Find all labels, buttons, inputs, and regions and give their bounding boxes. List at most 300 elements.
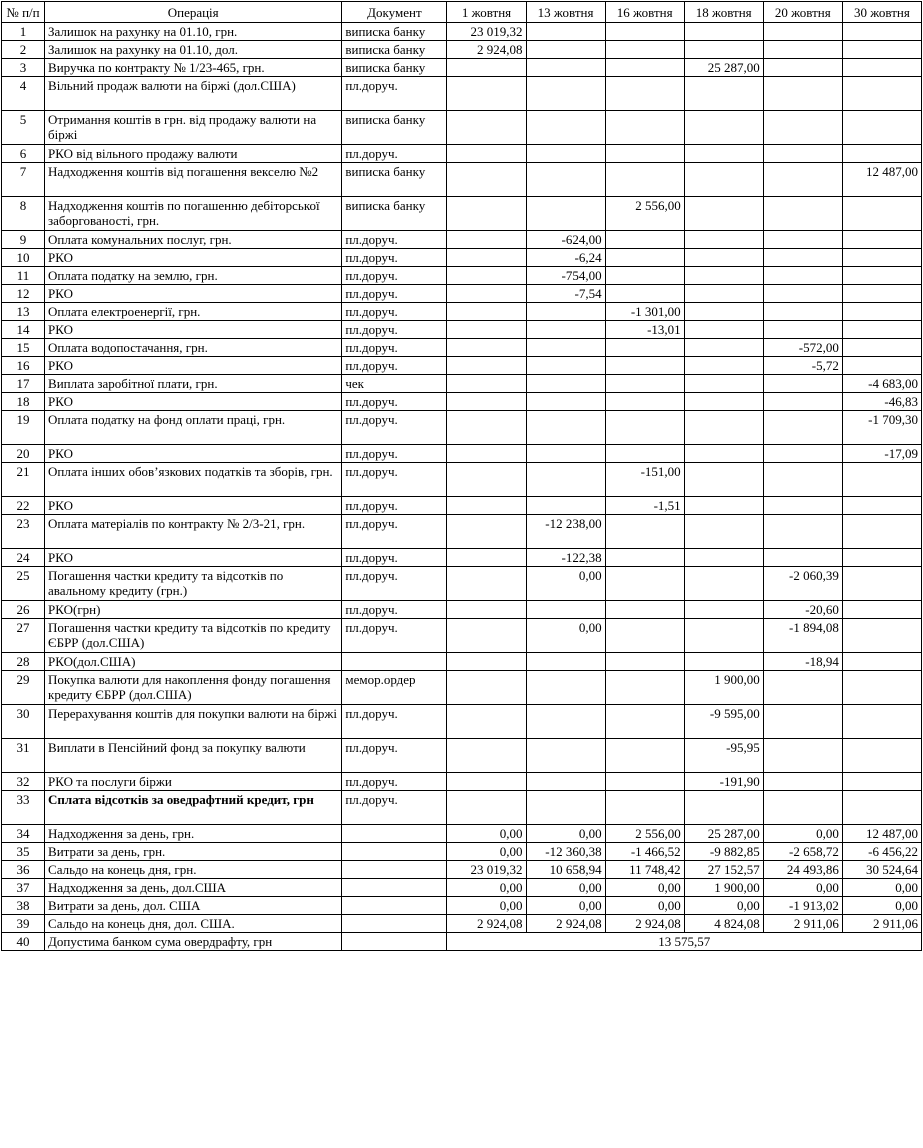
row-amount-date-6: [842, 791, 921, 825]
row-number: 26: [2, 601, 45, 619]
row-number: 9: [2, 231, 45, 249]
row-amount-date-5: [763, 303, 842, 321]
row-amount-date-6: [842, 463, 921, 497]
row-number: 6: [2, 145, 45, 163]
row-amount-date-3: [605, 515, 684, 549]
row-document: пл.доруч.: [342, 231, 447, 249]
row-amount-date-5: -572,00: [763, 339, 842, 357]
row-amount-date-6: [842, 145, 921, 163]
row-amount-date-1: [447, 197, 526, 231]
row-amount-date-1: [447, 705, 526, 739]
row-amount-date-1: [447, 249, 526, 267]
row-amount-date-6: 0,00: [842, 897, 921, 915]
row-amount-date-2: [526, 411, 605, 445]
row-amount-date-6: [842, 267, 921, 285]
row-amount-date-4: 0,00: [684, 897, 763, 915]
row-operation: Оплата податку на фонд оплати праці, грн.: [45, 411, 342, 445]
row-amount-date-6: [842, 739, 921, 773]
row-amount-date-5: 2 911,06: [763, 915, 842, 933]
row-amount-date-4: 1 900,00: [684, 879, 763, 897]
row-amount-date-5: [763, 285, 842, 303]
row-amount-date-3: -1 301,00: [605, 303, 684, 321]
row-number: 27: [2, 619, 45, 653]
row-amount-date-4: [684, 321, 763, 339]
row-amount-date-3: [605, 791, 684, 825]
row-number: 5: [2, 111, 45, 145]
row-amount-date-1: [447, 445, 526, 463]
row-amount-date-4: [684, 567, 763, 601]
row-operation: Залишок на рахунку на 01.10, дол.: [45, 41, 342, 59]
row-amount-date-1: [447, 163, 526, 197]
row-amount-date-3: [605, 77, 684, 111]
row-amount-date-5: [763, 515, 842, 549]
row-number: 23: [2, 515, 45, 549]
row-amount-date-1: [447, 619, 526, 653]
row-amount-date-6: 30 524,64: [842, 861, 921, 879]
row-amount-date-3: [605, 705, 684, 739]
row-amount-date-1: [447, 773, 526, 791]
row-amount-date-5: -20,60: [763, 601, 842, 619]
row-amount-date-2: [526, 41, 605, 59]
table-body: [2, 23, 922, 951]
row-merged-amount: 13 575,57: [447, 933, 922, 951]
row-document: пл.доруч.: [342, 357, 447, 375]
row-operation: РКО(грн): [45, 601, 342, 619]
row-amount-date-5: [763, 197, 842, 231]
row-amount-date-6: [842, 231, 921, 249]
row-amount-date-2: [526, 497, 605, 515]
row-amount-date-1: 0,00: [447, 843, 526, 861]
row-operation: РКО: [45, 321, 342, 339]
row-amount-date-3: [605, 41, 684, 59]
row-amount-date-1: [447, 791, 526, 825]
row-amount-date-1: [447, 77, 526, 111]
row-document: пл.доруч.: [342, 321, 447, 339]
row-amount-date-3: -1 466,52: [605, 843, 684, 861]
row-amount-date-4: [684, 249, 763, 267]
row-amount-date-5: [763, 497, 842, 515]
row-document: пл.доруч.: [342, 619, 447, 653]
row-number: 14: [2, 321, 45, 339]
row-amount-date-2: [526, 773, 605, 791]
row-document: пл.доруч.: [342, 445, 447, 463]
row-document: [342, 825, 447, 843]
row-amount-date-4: [684, 303, 763, 321]
row-operation: Отримання коштів в грн. від продажу валюти на біржі: [45, 111, 342, 145]
row-amount-date-5: -1 913,02: [763, 897, 842, 915]
table-row: [2, 249, 922, 267]
row-amount-date-3: [605, 393, 684, 411]
row-document: пл.доруч.: [342, 705, 447, 739]
row-amount-date-6: -4 683,00: [842, 375, 921, 393]
row-amount-date-1: [447, 463, 526, 497]
row-document: виписка банку: [342, 59, 447, 77]
row-amount-date-2: [526, 339, 605, 357]
row-amount-date-5: -2 658,72: [763, 843, 842, 861]
row-amount-date-4: [684, 619, 763, 653]
row-amount-date-4: [684, 357, 763, 375]
row-amount-date-6: [842, 23, 921, 41]
row-document: чек: [342, 375, 447, 393]
row-number: 38: [2, 897, 45, 915]
row-number: 29: [2, 671, 45, 705]
row-document: [342, 933, 447, 951]
row-amount-date-5: [763, 145, 842, 163]
row-amount-date-4: [684, 41, 763, 59]
row-operation: РКО від вільного продажу валюти: [45, 145, 342, 163]
row-amount-date-3: [605, 285, 684, 303]
row-document: пл.доруч.: [342, 601, 447, 619]
row-amount-date-1: [447, 145, 526, 163]
table-row: [2, 163, 922, 197]
table-row: [2, 515, 922, 549]
row-operation: Погашення частки кредиту та відсотків по авальному кредиту (грн.): [45, 567, 342, 601]
row-operation: Покупка валюти для накоплення фонду погашення кредиту ЄБРР (дол.США): [45, 671, 342, 705]
row-amount-date-4: 4 824,08: [684, 915, 763, 933]
row-amount-date-3: [605, 739, 684, 773]
table-row: [2, 231, 922, 249]
table-row: [2, 843, 922, 861]
row-operation: РКО: [45, 445, 342, 463]
row-document: пл.доруч.: [342, 303, 447, 321]
row-number: 12: [2, 285, 45, 303]
row-amount-date-3: -13,01: [605, 321, 684, 339]
table-row: [2, 791, 922, 825]
row-document: пл.доруч.: [342, 463, 447, 497]
row-amount-date-4: 1 900,00: [684, 671, 763, 705]
row-number: 10: [2, 249, 45, 267]
row-operation: РКО: [45, 285, 342, 303]
row-amount-date-6: [842, 619, 921, 653]
row-document: [342, 653, 447, 671]
table-row: [2, 321, 922, 339]
row-number: 32: [2, 773, 45, 791]
row-amount-date-5: -2 060,39: [763, 567, 842, 601]
table-row: [2, 145, 922, 163]
row-amount-date-1: [447, 515, 526, 549]
row-amount-date-5: [763, 463, 842, 497]
row-amount-date-1: [447, 231, 526, 249]
table-row: [2, 303, 922, 321]
row-amount-date-6: [842, 41, 921, 59]
row-amount-date-4: [684, 231, 763, 249]
row-amount-date-1: 2 924,08: [447, 41, 526, 59]
row-amount-date-2: 10 658,94: [526, 861, 605, 879]
table-row: [2, 897, 922, 915]
row-number: 13: [2, 303, 45, 321]
row-amount-date-4: -191,90: [684, 773, 763, 791]
row-amount-date-6: [842, 339, 921, 357]
row-amount-date-2: [526, 163, 605, 197]
row-amount-date-5: [763, 41, 842, 59]
row-amount-date-4: -9 882,85: [684, 843, 763, 861]
row-amount-date-6: [842, 77, 921, 111]
row-amount-date-3: [605, 619, 684, 653]
row-document: пл.доруч.: [342, 739, 447, 773]
row-number: 30: [2, 705, 45, 739]
table-row: [2, 77, 922, 111]
row-number: 34: [2, 825, 45, 843]
row-operation: Допустима банком сума овердрафту, грн: [45, 933, 342, 951]
col-header-number: № п/п: [2, 2, 45, 23]
row-operation: Оплата матеріалів по контракту № 2/3-21, грн.: [45, 515, 342, 549]
row-amount-date-4: 25 287,00: [684, 59, 763, 77]
row-amount-date-2: -624,00: [526, 231, 605, 249]
table-row: [2, 375, 922, 393]
table-row: [2, 861, 922, 879]
row-amount-date-3: 2 556,00: [605, 825, 684, 843]
row-amount-date-4: [684, 197, 763, 231]
row-amount-date-1: [447, 393, 526, 411]
row-operation: Надходження за день, грн.: [45, 825, 342, 843]
col-header-document: Документ: [342, 2, 447, 23]
row-amount-date-3: [605, 357, 684, 375]
row-amount-date-2: [526, 791, 605, 825]
row-amount-date-1: [447, 601, 526, 619]
row-amount-date-1: 0,00: [447, 879, 526, 897]
row-amount-date-6: [842, 197, 921, 231]
table-row: [2, 23, 922, 41]
row-amount-date-2: [526, 23, 605, 41]
table-row: [2, 339, 922, 357]
row-amount-date-3: [605, 411, 684, 445]
row-amount-date-5: -5,72: [763, 357, 842, 375]
table-row: [2, 773, 922, 791]
row-amount-date-4: [684, 285, 763, 303]
table-row: [2, 933, 922, 951]
row-number: 28: [2, 653, 45, 671]
row-operation: Сальдо на конець дня, дол. США.: [45, 915, 342, 933]
row-amount-date-5: [763, 393, 842, 411]
row-operation: РКО: [45, 549, 342, 567]
row-amount-date-3: 0,00: [605, 879, 684, 897]
table-header: [2, 2, 922, 23]
row-operation: Надходження коштів від погашення векселю №2: [45, 163, 342, 197]
row-amount-date-2: [526, 671, 605, 705]
row-operation: Сальдо на конець дня, грн.: [45, 861, 342, 879]
row-amount-date-4: [684, 267, 763, 285]
row-amount-date-2: -12 238,00: [526, 515, 605, 549]
row-number: 33: [2, 791, 45, 825]
row-amount-date-1: [447, 375, 526, 393]
row-amount-date-3: [605, 445, 684, 463]
row-number: 15: [2, 339, 45, 357]
row-amount-date-4: [684, 23, 763, 41]
col-header-date-3: 16 жовтня: [605, 2, 684, 23]
row-operation: Оплата комунальних послуг, грн.: [45, 231, 342, 249]
row-amount-date-5: [763, 739, 842, 773]
row-amount-date-2: [526, 111, 605, 145]
row-amount-date-1: [447, 549, 526, 567]
row-amount-date-6: 0,00: [842, 879, 921, 897]
row-amount-date-3: [605, 145, 684, 163]
row-amount-date-1: 2 924,08: [447, 915, 526, 933]
row-amount-date-5: 24 493,86: [763, 861, 842, 879]
row-amount-date-6: [842, 601, 921, 619]
row-amount-date-2: [526, 197, 605, 231]
row-operation: РКО: [45, 357, 342, 375]
row-amount-date-5: [763, 163, 842, 197]
row-amount-date-5: [763, 791, 842, 825]
row-amount-date-5: [763, 549, 842, 567]
row-amount-date-5: [763, 411, 842, 445]
row-number: 25: [2, 567, 45, 601]
row-amount-date-4: [684, 653, 763, 671]
row-amount-date-5: [763, 773, 842, 791]
table-row: [2, 111, 922, 145]
row-amount-date-3: [605, 671, 684, 705]
table-row: [2, 445, 922, 463]
table-row: [2, 41, 922, 59]
row-operation: Погашення частки кредиту та відсотків по кредиту ЄБРР (дол.США): [45, 619, 342, 653]
row-operation: Виплата заробітної плати, грн.: [45, 375, 342, 393]
row-amount-date-4: [684, 145, 763, 163]
row-amount-date-5: [763, 321, 842, 339]
row-amount-date-5: [763, 267, 842, 285]
row-amount-date-4: [684, 549, 763, 567]
row-amount-date-2: [526, 77, 605, 111]
row-operation: Оплата водопостачання, грн.: [45, 339, 342, 357]
row-amount-date-2: [526, 321, 605, 339]
row-amount-date-1: [447, 321, 526, 339]
row-amount-date-4: 27 152,57: [684, 861, 763, 879]
row-number: 17: [2, 375, 45, 393]
row-amount-date-1: [447, 303, 526, 321]
row-amount-date-6: -6 456,22: [842, 843, 921, 861]
row-amount-date-2: -122,38: [526, 549, 605, 567]
row-amount-date-5: 0,00: [763, 825, 842, 843]
table-row: [2, 393, 922, 411]
row-operation: Вільний продаж валюти на біржі (дол.США): [45, 77, 342, 111]
row-number: 1: [2, 23, 45, 41]
row-amount-date-6: [842, 357, 921, 375]
row-amount-date-5: -1 894,08: [763, 619, 842, 653]
row-operation: РКО: [45, 393, 342, 411]
row-amount-date-6: [842, 515, 921, 549]
row-amount-date-6: [842, 321, 921, 339]
row-amount-date-2: [526, 375, 605, 393]
row-operation: Надходження за день, дол.США: [45, 879, 342, 897]
row-amount-date-2: [526, 145, 605, 163]
row-amount-date-5: [763, 23, 842, 41]
row-amount-date-6: [842, 653, 921, 671]
row-amount-date-5: [763, 249, 842, 267]
row-amount-date-2: -12 360,38: [526, 843, 605, 861]
row-amount-date-4: -95,95: [684, 739, 763, 773]
row-amount-date-3: -1,51: [605, 497, 684, 515]
row-document: виписка банку: [342, 111, 447, 145]
row-amount-date-2: -754,00: [526, 267, 605, 285]
row-document: пл.доруч.: [342, 267, 447, 285]
row-number: 19: [2, 411, 45, 445]
row-amount-date-1: 23 019,32: [447, 861, 526, 879]
row-amount-date-6: [842, 497, 921, 515]
row-document: мемор.ордер: [342, 671, 447, 705]
row-amount-date-4: [684, 77, 763, 111]
row-amount-date-3: [605, 231, 684, 249]
row-amount-date-4: [684, 463, 763, 497]
row-document: пл.доруч.: [342, 549, 447, 567]
row-amount-date-5: [763, 705, 842, 739]
row-number: 31: [2, 739, 45, 773]
row-amount-date-3: [605, 567, 684, 601]
col-header-date-2: 13 жовтня: [526, 2, 605, 23]
row-amount-date-6: [842, 303, 921, 321]
row-document: пл.доруч.: [342, 249, 447, 267]
row-document: пл.доруч.: [342, 567, 447, 601]
row-amount-date-2: -7,54: [526, 285, 605, 303]
row-operation: РКО та послуги біржи: [45, 773, 342, 791]
row-document: виписка банку: [342, 23, 447, 41]
row-amount-date-2: [526, 393, 605, 411]
row-document: виписка банку: [342, 163, 447, 197]
table-row: [2, 915, 922, 933]
row-document: [342, 861, 447, 879]
row-amount-date-2: [526, 739, 605, 773]
row-amount-date-6: [842, 567, 921, 601]
row-number: 4: [2, 77, 45, 111]
col-header-date-5: 20 жовтня: [763, 2, 842, 23]
row-amount-date-2: [526, 59, 605, 77]
row-amount-date-5: [763, 77, 842, 111]
row-amount-date-5: [763, 231, 842, 249]
row-amount-date-5: -18,94: [763, 653, 842, 671]
row-amount-date-6: [842, 671, 921, 705]
row-document: пл.доруч.: [342, 497, 447, 515]
row-amount-date-5: 0,00: [763, 879, 842, 897]
header-row: [2, 2, 922, 23]
row-number: 40: [2, 933, 45, 951]
row-amount-date-4: [684, 791, 763, 825]
row-amount-date-1: [447, 339, 526, 357]
row-operation: Виручка по контракту № 1/23-465, грн.: [45, 59, 342, 77]
table-row: [2, 357, 922, 375]
row-amount-date-6: [842, 111, 921, 145]
row-amount-date-6: [842, 773, 921, 791]
row-operation: РКО: [45, 249, 342, 267]
row-amount-date-4: [684, 411, 763, 445]
row-amount-date-1: [447, 285, 526, 303]
row-number: 18: [2, 393, 45, 411]
row-operation: Виплати в Пенсійний фонд за покупку валюти: [45, 739, 342, 773]
row-amount-date-2: [526, 357, 605, 375]
col-header-date-6: 30 жовтня: [842, 2, 921, 23]
row-amount-date-6: 12 487,00: [842, 163, 921, 197]
row-document: виписка банку: [342, 41, 447, 59]
row-amount-date-2: 0,00: [526, 567, 605, 601]
row-operation: Надходження коштів по погашенню дебіторської заборгованості, грн.: [45, 197, 342, 231]
row-amount-date-4: [684, 445, 763, 463]
row-number: 39: [2, 915, 45, 933]
row-amount-date-4: -9 595,00: [684, 705, 763, 739]
table-row: [2, 463, 922, 497]
row-number: 37: [2, 879, 45, 897]
row-amount-date-6: -46,83: [842, 393, 921, 411]
row-amount-date-5: [763, 375, 842, 393]
table-row: [2, 739, 922, 773]
row-number: 22: [2, 497, 45, 515]
row-amount-date-3: [605, 339, 684, 357]
row-operation: Оплата електроенергії, грн.: [45, 303, 342, 321]
cashflow-ledger-table: [1, 1, 922, 951]
row-document: пл.доруч.: [342, 411, 447, 445]
row-operation: Залишок на рахунку на 01.10, грн.: [45, 23, 342, 41]
row-operation: Оплата податку на землю, грн.: [45, 267, 342, 285]
row-amount-date-3: [605, 267, 684, 285]
row-document: пл.доруч.: [342, 773, 447, 791]
row-number: 7: [2, 163, 45, 197]
row-amount-date-2: [526, 463, 605, 497]
